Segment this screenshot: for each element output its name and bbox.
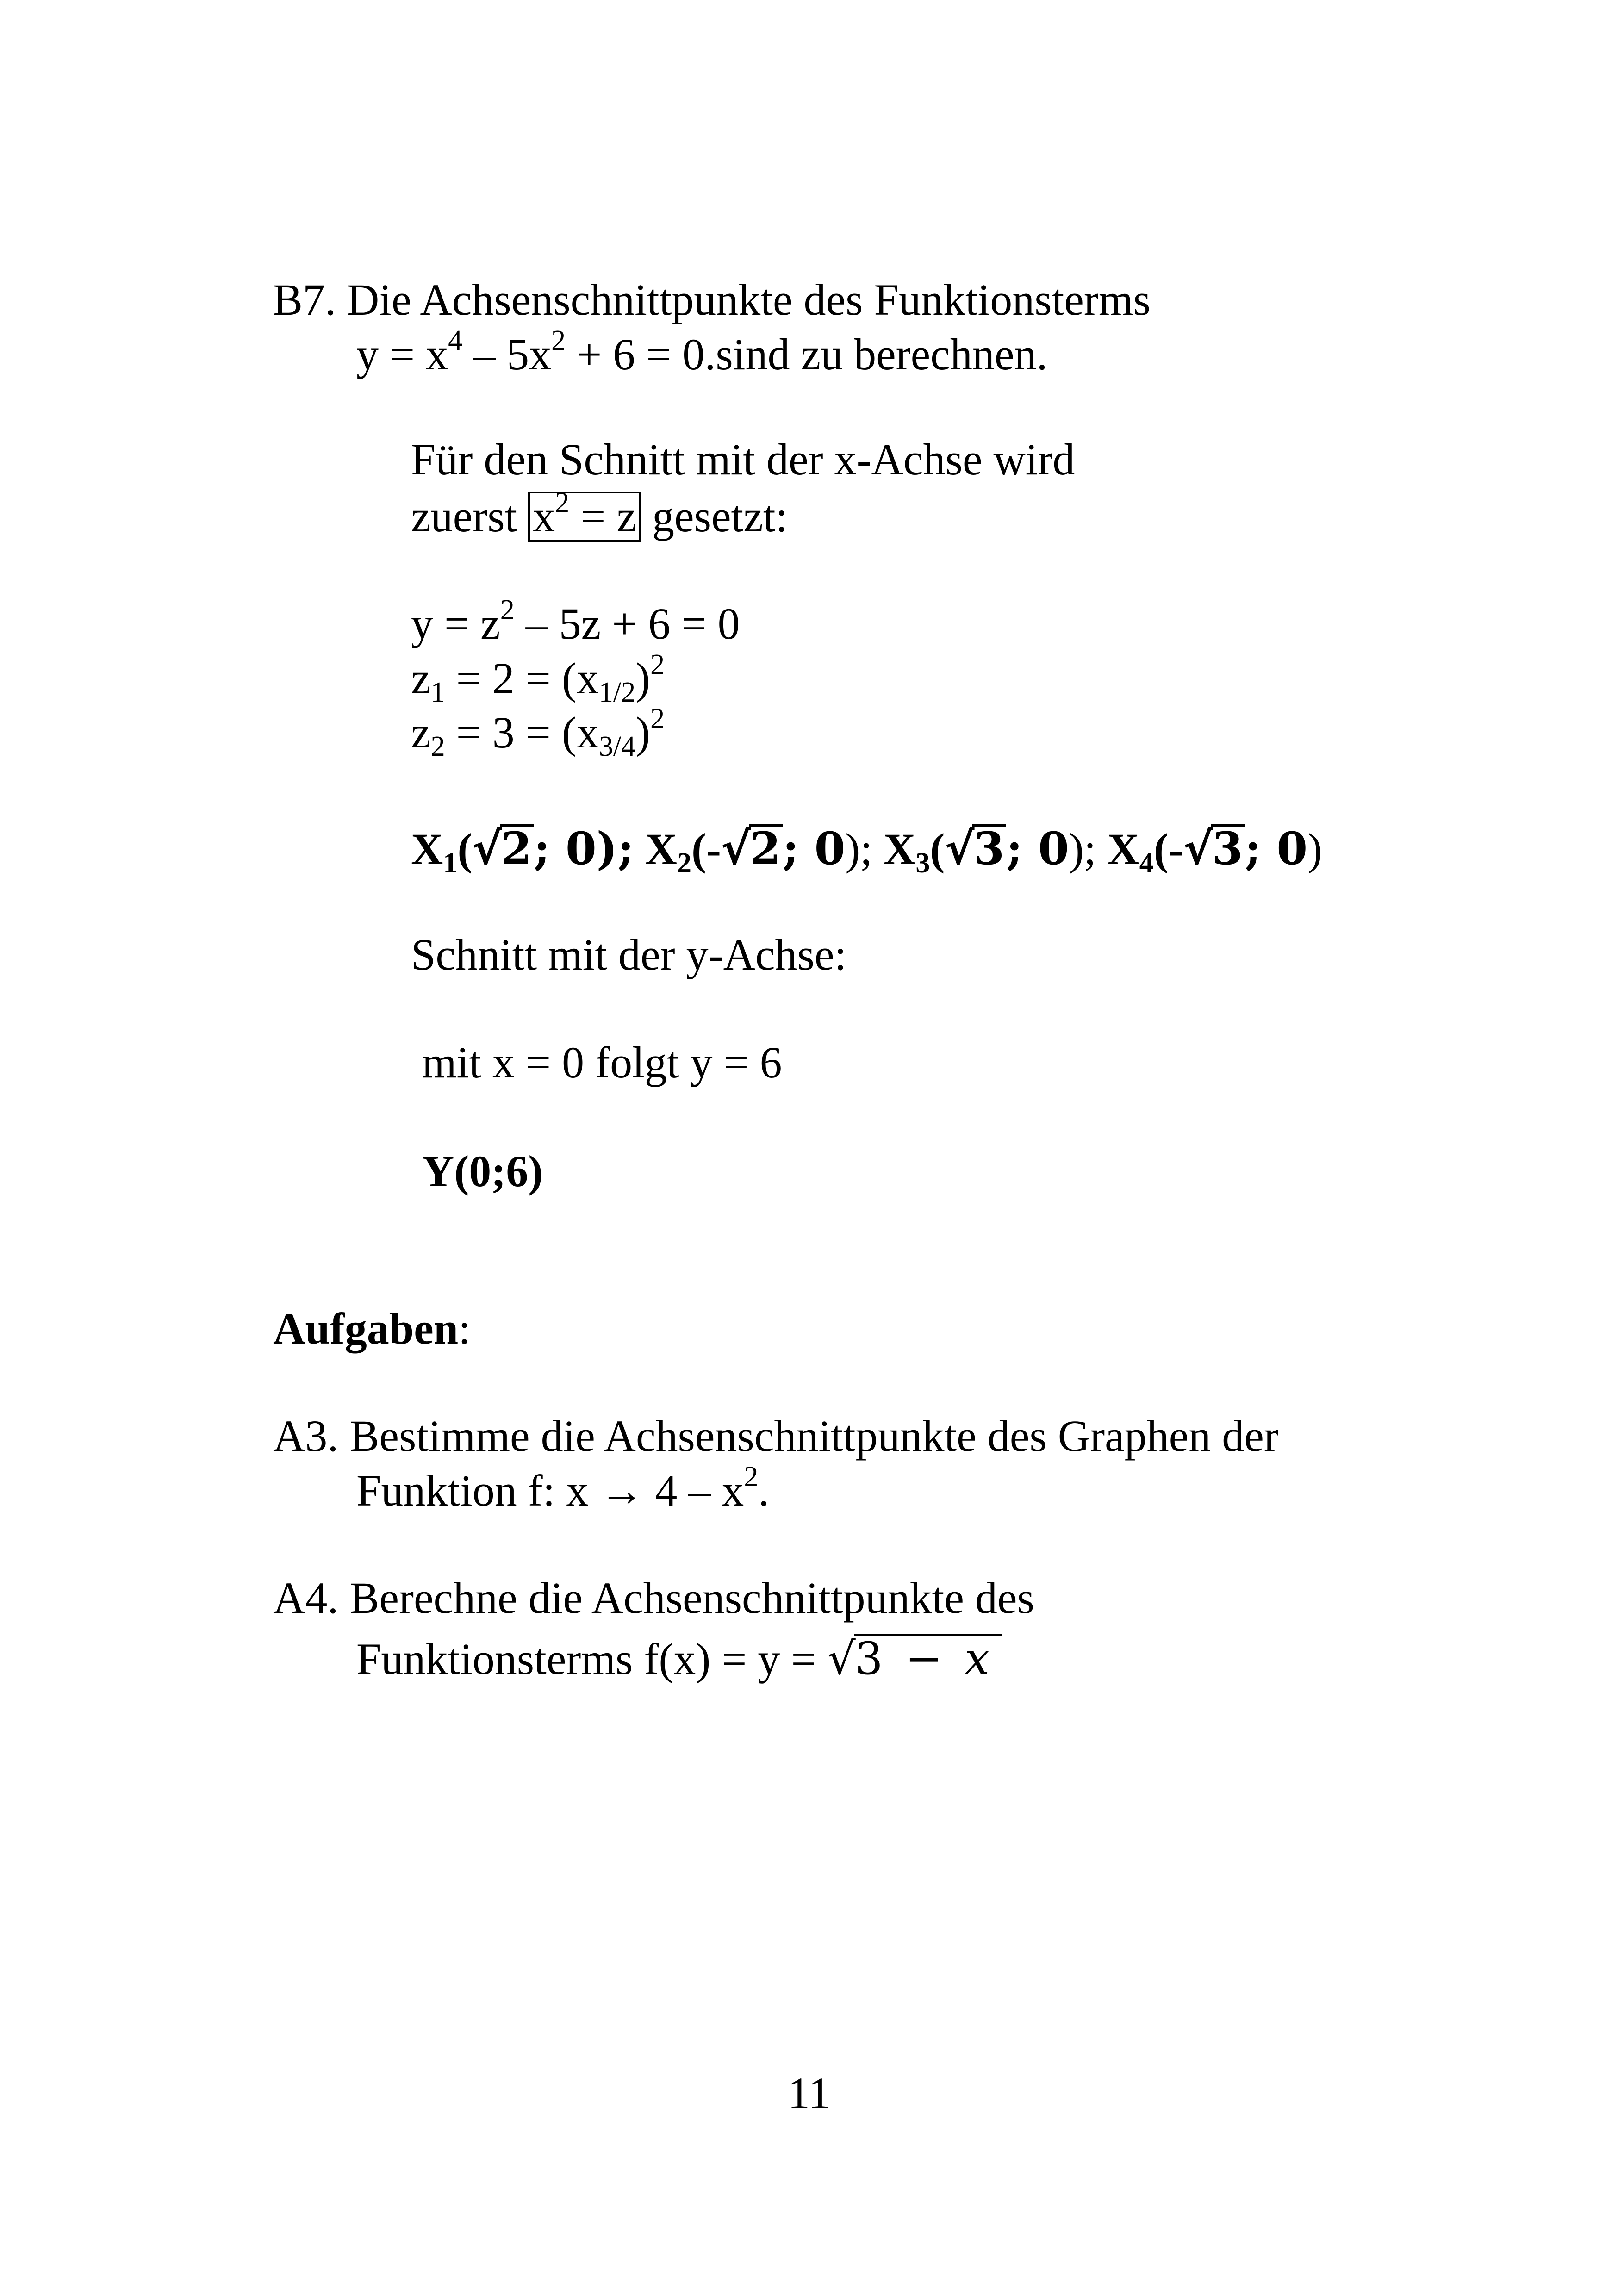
x-axis-roots xyxy=(411,822,1323,879)
root-label: X xyxy=(884,824,916,874)
root-subscript: 3 xyxy=(915,847,930,879)
y-axis-calculation: mit x = 0 folgt y = 6 xyxy=(422,1038,782,1087)
radicand: 2 xyxy=(749,824,783,871)
radicand: 2 xyxy=(500,824,534,871)
eq-exponent: 2 xyxy=(500,594,515,626)
y-intercept-point: Y(0;6) xyxy=(422,1146,543,1196)
substitution-box xyxy=(528,487,641,542)
a3-text: . xyxy=(758,1466,770,1515)
radicand-number: 3 xyxy=(854,1633,883,1685)
eq-exponent: 2 xyxy=(650,703,665,734)
aufgaben-heading xyxy=(273,1304,471,1353)
root-label: X xyxy=(411,824,443,874)
root-text: ( xyxy=(457,824,473,874)
eq-subscript: 1/2 xyxy=(598,677,636,708)
root-label: X xyxy=(1107,824,1139,874)
b7-title-line xyxy=(273,275,1151,324)
a3-line-2 xyxy=(356,1461,770,1515)
sqrt-symbol xyxy=(945,822,1006,875)
eq-subscript: 1 xyxy=(430,677,445,708)
page-number: 11 xyxy=(788,2068,831,2118)
eq-subscript: 3/4 xyxy=(598,731,636,762)
z-equation xyxy=(411,594,740,648)
eq-text: + 6 = 0.sind zu berechnen. xyxy=(566,330,1048,379)
a4-text: Berechne die Achsenschnittpunkte des xyxy=(349,1573,1034,1623)
root-subscript: 4 xyxy=(1139,847,1154,879)
sqrt-symbol xyxy=(827,1633,1003,1685)
root-text: ); xyxy=(1069,824,1096,874)
heading-colon: : xyxy=(458,1304,471,1353)
sqrt-symbol xyxy=(472,822,534,875)
eq-text: = 3 = (x xyxy=(445,708,599,757)
radical-sign: √ xyxy=(472,823,502,875)
box-exponent: 2 xyxy=(555,487,570,518)
eq-text: ) xyxy=(635,708,651,757)
eq-text: – 5z + 6 = 0 xyxy=(514,599,740,648)
a3-label: A3. xyxy=(273,1411,339,1461)
radicand-operator: − xyxy=(905,1633,943,1685)
radicand: 3 xyxy=(1211,824,1245,871)
a4-line-1 xyxy=(273,1573,1034,1623)
radical-sign: √ xyxy=(827,1633,856,1685)
sqrt-symbol xyxy=(721,822,783,875)
radical-sign: √ xyxy=(721,823,751,875)
root-text: (- xyxy=(691,824,721,874)
z1-equation xyxy=(411,649,665,708)
eq-exponent: 4 xyxy=(448,325,463,356)
eq-text: – 5x xyxy=(462,330,552,379)
eq-exponent: 2 xyxy=(650,649,665,680)
eq-text: z xyxy=(411,708,431,757)
b7-title: Die Achsenschnittpunkte des Funktionsterms xyxy=(347,275,1151,324)
a4-label: A4. xyxy=(273,1573,339,1623)
radicand xyxy=(854,1633,1003,1685)
radical-sign: √ xyxy=(945,823,975,875)
a4-line-2 xyxy=(356,1633,1002,1685)
zuerst-text: zuerst xyxy=(411,492,517,541)
eq-text: z xyxy=(411,653,431,703)
radical-sign: √ xyxy=(1183,823,1213,875)
box-text: x xyxy=(533,492,555,541)
substitution-line xyxy=(411,487,788,542)
root-text: ; 0 xyxy=(1245,822,1308,875)
root-text: (- xyxy=(1153,824,1183,874)
root-subscript: 2 xyxy=(677,847,691,879)
a3-line-1 xyxy=(273,1411,1279,1461)
heading-text: Aufgaben xyxy=(273,1304,459,1353)
eq-text: y = x xyxy=(356,330,448,379)
eq-text: ) xyxy=(635,653,651,703)
radicand: 3 xyxy=(972,824,1006,871)
z2-equation xyxy=(411,703,665,762)
radicand-variable: x xyxy=(965,1633,990,1685)
eq-text: y = z xyxy=(411,599,500,648)
root-text: ; 0 xyxy=(782,822,846,875)
y-axis-intro: Schnitt mit der y-Achse: xyxy=(411,930,847,979)
a3-text: Funktion f: x → 4 – x xyxy=(356,1466,744,1515)
sqrt-symbol xyxy=(1183,822,1245,875)
b7-equation-line xyxy=(356,325,1048,379)
root-text: ) xyxy=(1307,824,1323,874)
root-text: ; 0 xyxy=(1006,822,1069,875)
a4-text: Funktionsterms f(x) = y = xyxy=(356,1634,816,1684)
x-axis-intro: Für den Schnitt mit der x-Achse wird xyxy=(411,435,1075,484)
root-text: ; 0); xyxy=(534,822,634,875)
root-subscript: 1 xyxy=(443,847,458,879)
a3-text: Bestimme die Achsenschnittpunkte des Graphen der xyxy=(349,1411,1279,1461)
eq-text: = 2 = (x xyxy=(445,653,599,703)
gesetzt-text: gesetzt: xyxy=(652,492,788,541)
eq-subscript: 2 xyxy=(430,731,445,762)
eq-exponent: 2 xyxy=(551,325,566,356)
a3-exponent: 2 xyxy=(744,1461,759,1493)
root-text: ( xyxy=(930,824,945,874)
root-text: ); xyxy=(845,824,873,874)
b7-label: B7. xyxy=(273,275,336,324)
box-text: = z xyxy=(569,492,636,541)
root-label: X xyxy=(645,824,677,874)
